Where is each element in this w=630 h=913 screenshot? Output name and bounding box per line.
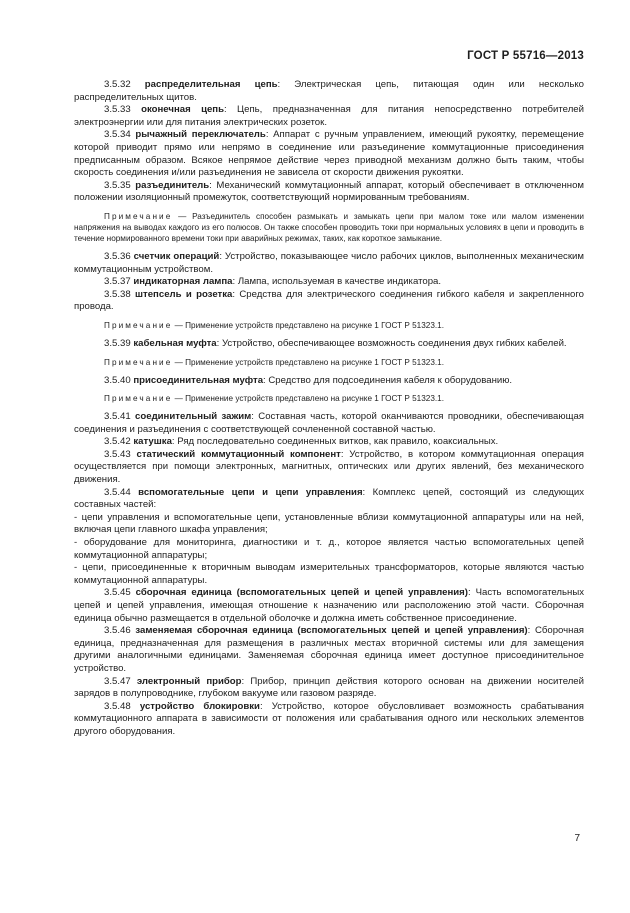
list-item: - цепи управления и вспомогательные цепи, установленные вблизи коммутационной аппаратуры или на ней, включая цепи главного шкафа управления; xyxy=(74,511,584,536)
entry-3-5-47: 3.5.47 электронный прибор: Прибор, принцип действия которого основан на движении носителей зарядов в полупроводнике, глубоком вакууме или газовом разряде. xyxy=(74,675,585,700)
entry-3-5-45: 3.5.45 сборочная единица (вспомогательных цепей и цепей управления): Часть вспомогательных цепей и цепей управления, имеющая отношение к назначению или расположению этой части. Сборочная единица обычно размещается в отдельной оболочке и должна иметь собственное присоединение. xyxy=(74,587,585,624)
entry-3-5-44: 3.5.44 вспомогательные цепи и цепи управления: Комплекс цепей, состоящий из следующих составных частей: xyxy=(74,486,584,511)
document-body xyxy=(74,79,584,739)
entry-3-5-41: 3.5.41 соединительный зажим: Составная часть, которой оканчиваются проводники, обеспечивающая соединения и разъединения с соответствующей сочлененной составной частью. xyxy=(74,411,584,435)
entry-3-5-33: 3.5.33 оконечная цепь: Цепь, предназначенная для питания непосредственно потребителей электроэнергии или для питания электрических розеток. xyxy=(74,104,584,128)
note-ref-3: Примечание — Применение устройств представлено на рисунке 1 ГОСТ Р 51323.1. xyxy=(104,394,444,404)
entry-3-5-46: 3.5.46 заменяемая сборочная единица (вспомогательных цепей и цепей управления): Сборочная единица, предназначенная для размещения в различных местах вторичной системы или для замещения другими аналогичными единицами. Заменяемая сборочная единица имеет доступное присоединительное устройство. xyxy=(74,625,584,674)
entry-3-5-32: 3.5.32 распределительная цепь: Электрическая цепь, питающая один или несколько распределительных щитов. xyxy=(74,79,584,103)
entry-3-5-42: 3.5.42 катушка: Ряд последовательно соединенных витков, как правило, коаксиальных. xyxy=(104,436,499,448)
entry-3-5-38: 3.5.38 штепсель и розетка: Средства для электрического соединения гибкого кабеля и закрепленного провода. xyxy=(74,288,585,313)
page-number: 7 xyxy=(574,833,580,844)
note-ref-2: Примечание — Применение устройств представлено на рисунке 1 ГОСТ Р 51323.1. xyxy=(104,357,444,367)
entry-3-5-35: 3.5.35 разъединитель: Механический коммутационный аппарат, который обеспечивает в отключенном положении изоляционный промежуток, соответствующий нормированным требованиям. xyxy=(74,179,584,204)
entry-3-5-37: 3.5.37 индикаторная лампа: Лампа, используемая в качестве индикатора. xyxy=(104,276,442,288)
entry-3-5-34: 3.5.34 рычажный переключатель: Аппарат с ручным управлением, имеющий рукоятку, перемещение которой приводит прямо или непрямо в соединение или разъединение коммутационные присоединения предписанным образом. Всякое непрямое действие через приводной механизм должно быть таким, чтобы скорость соединения и/или разъединения не зависела от скорости движения рукоятки. xyxy=(74,129,584,179)
document-header: ГОСТ Р 55716—2013 xyxy=(467,50,584,62)
list-item: - цепи, присоединенные к вторичным выводам измерительных трансформаторов, которые являются частью коммутационной аппаратуры. xyxy=(74,562,584,586)
entry-3-5-40: 3.5.40 присоединительная муфта: Средство для подсоединения кабеля к оборудованию. xyxy=(104,374,513,386)
entry-3-5-39: 3.5.39 кабельная муфта: Устройство, обеспечивающее возможность соединения двух гибких кабелей. xyxy=(104,337,567,349)
entry-3-5-48: 3.5.48 устройство блокировки: Устройство, которое обусловливает возможность срабатывания коммутационного аппарата в зависимости от положения или срабатывания одного или нескольких элементов другого оборудования. xyxy=(74,700,584,737)
note-disconnector: Примечание — Разъединитель способен размыкать и замыкать цепи при малом токе или малом изменении напряжения на выводах каждого из его полюсов. Он также способен проводить токи при нормальных условиях в цепи и проводить в течение нормированного времени токи при аварийных режимах, таких, как короткое замыкание. xyxy=(74,211,584,243)
note-ref-1: Примечание — Применение устройств представлено на рисунке 1 ГОСТ Р 51323.1. xyxy=(104,320,444,330)
entry-3-5-43: 3.5.43 статический коммутационный компонент: Устройство, в котором коммутационная операция осуществляется при помощи электронных, магнитных, оптических или других явлений, без механического движения. xyxy=(74,448,585,486)
entry-3-5-36: 3.5.36 счетчик операций: Устройство, показывающее число рабочих циклов, выполненных механическим коммутационным устройством. xyxy=(74,250,584,275)
list-item: - оборудование для мониторинга, диагностики и т. д., которое является частью вспомогательных цепей коммутационной аппаратуры; xyxy=(74,537,584,561)
